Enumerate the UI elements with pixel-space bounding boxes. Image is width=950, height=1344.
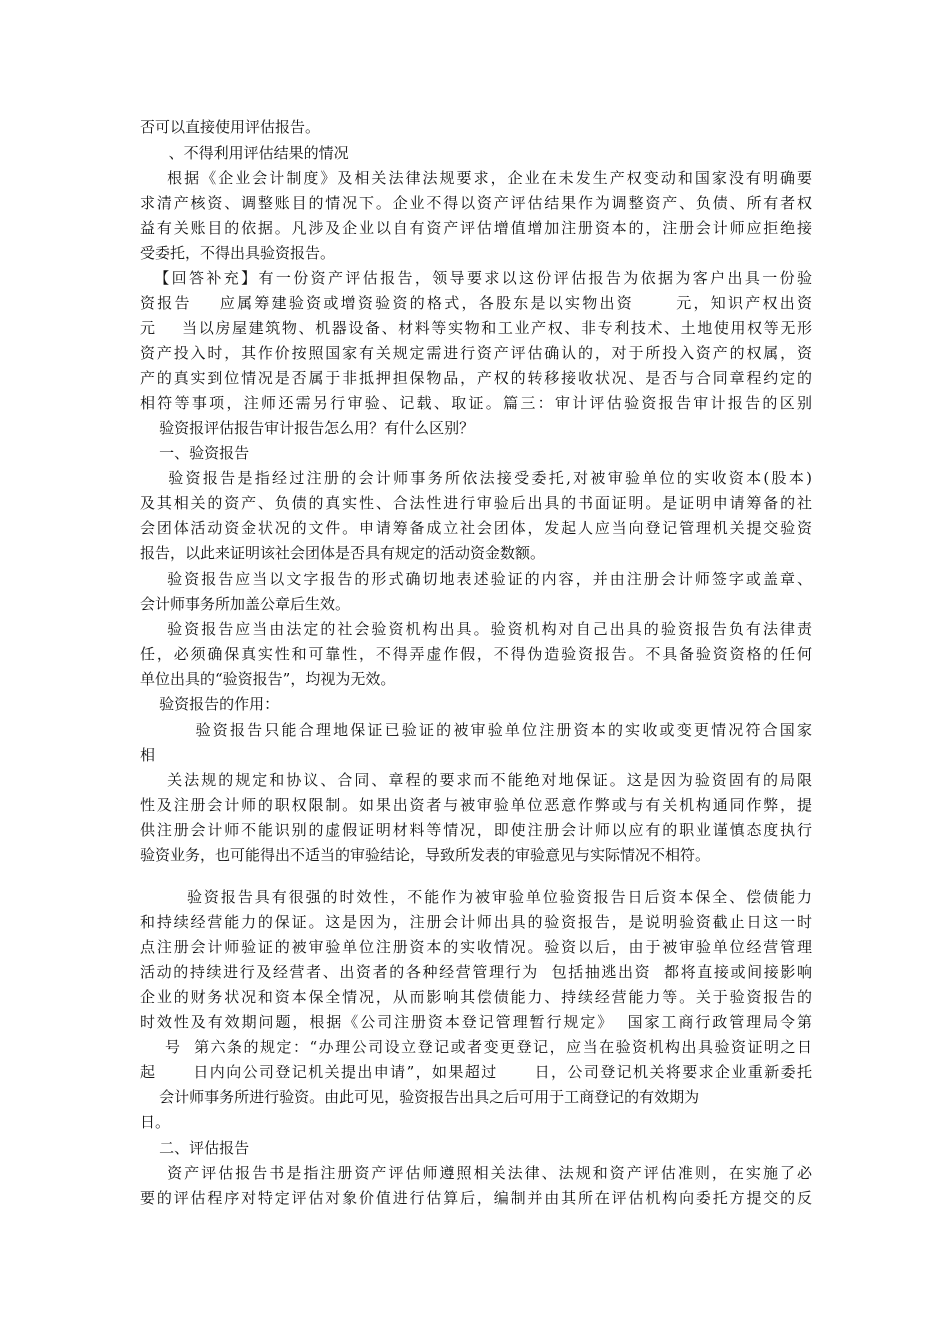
text-line: 验资报告的作用： bbox=[140, 695, 280, 713]
text-line: 会计师事务所进行验资。由此可见，验资报告出具之后可用于工商登记的有效期为 bbox=[140, 1088, 700, 1106]
text-line: 根据《企业会计制度》及相关法律法规要求，企业在未发生产权变动和国家没有明确要 bbox=[140, 169, 812, 187]
text-line: 任，必须确保真实性和可靠性，不得弄虚作假，不得伪造验资报告。不具备验资资格的任何 bbox=[140, 645, 812, 663]
text-line: 时效性及有效期问题，根据《公司注册资本登记管理暂行规定》 国家工商行政管理局令第 bbox=[140, 1013, 812, 1031]
text-line: 验资业务，也可能得出不适当的审验结论，导致所发表的审验意见与实际情况不相符。 bbox=[140, 846, 711, 864]
text-line: 否可以直接使用评估报告。 bbox=[140, 118, 321, 136]
text-line: 要的评估程序对特定评估对象价值进行估算后，编制并由其所在评估机构向委托方提交的反 bbox=[140, 1189, 812, 1207]
text-line: 受委托，不得出具验资报告。 bbox=[140, 244, 336, 262]
text-line: 求清产核资、调整账目的情况下。企业不得以资产评估结果作为调整资产、负债、所有者权 bbox=[140, 194, 812, 212]
text-line: 验资报告是指经过注册的会计师事务所依法接受委托,对被审验单位的实收资本(股本) bbox=[140, 469, 812, 487]
text-line: 相符等事项，注师还需另行审验、记载、取证。篇三：审计评估验资报告审计报告的区别 bbox=[140, 394, 812, 412]
text-line: 单位出具的“验资报告”，均视为无效。 bbox=[140, 670, 396, 688]
text-line: 验资报告应当由法定的社会验资机构出具。验资机构对自己出具的验资报告负有法律责 bbox=[140, 620, 812, 638]
text-line: 验资报告应当以文字报告的形式确切地表述验证的内容，并由注册会计师签字或盖章、 bbox=[140, 570, 812, 588]
text-line: 性及注册会计师的职权限制。如果出资者与被审验单位恶意作弊或与有关机构通同作弊，提 bbox=[140, 796, 812, 814]
text-line: 起 日内向公司登记机关提出申请”，如果超过 日，公司登记机关将要求企业重新委托 bbox=[140, 1063, 812, 1081]
section-heading: 一、验资报告 bbox=[140, 444, 250, 462]
text-line: 点注册会计师验证的被审验单位注册资本的实收情况。验资以后，由于被审验单位经营管理 bbox=[140, 938, 812, 956]
text-line: 益有关账目的依据。凡涉及企业以自有资产评估增值增加注册资本的，注册会计师应拒绝接 bbox=[140, 219, 812, 237]
text-line: 日。 bbox=[140, 1113, 171, 1131]
text-line: 相 bbox=[140, 746, 156, 764]
text-line: 验资报告只能合理地保证已验证的被审验单位注册资本的实收或变更情况符合国家 bbox=[140, 721, 812, 739]
text-line: 验资报告具有很强的时效性，不能作为被审验单位验资报告日后资本保全、偿债能力 bbox=[140, 888, 812, 906]
text-line: 报告，以此来证明该社会团体是否具有规定的活动资金数额。 bbox=[140, 544, 546, 562]
text-line: 资报告 应属筹建验资或增资验资的格式，各股东是以实物出资 元，知识产权出资 bbox=[140, 294, 812, 312]
text-line: 会团体活动资金状况的文件。申请筹备成立社会团体，发起人应当向登记管理机关提交验资 bbox=[140, 519, 812, 537]
text-line: 活动的持续进行及经营者、出资者的各种经营管理行为 包括抽逃出资 都将直接或间接影响 bbox=[140, 963, 812, 981]
text-line: 验资报评估报告审计报告怎么用？有什么区别？ bbox=[140, 419, 475, 437]
text-line: 资产投入时，其作价按照国家有关规定需进行资产评估确认的，对于所投入资产的权属，资 bbox=[140, 344, 812, 362]
text-line: 会计师事务所加盖公章后生效。 bbox=[140, 595, 351, 613]
text-line: 产的真实到位情况是否属于非抵押担保物品，产权的转移接收状况、是否与合同章程约定的 bbox=[140, 369, 812, 387]
section-heading: 二、评估报告 bbox=[140, 1139, 250, 1157]
text-line: 资产评估报告书是指注册资产评估师遵照相关法律、法规和资产评估准则，在实施了必 bbox=[140, 1164, 812, 1182]
text-line: 元 当以房屋建筑物、机器设备、材料等实物和工业产权、非专利技术、土地使用权等无形 bbox=[140, 319, 812, 337]
text-line: 关法规的规定和协议、合同、章程的要求而不能绝对地保证。这是因为验资固有的局限 bbox=[140, 771, 812, 789]
text-line: 企业的财务状况和资本保全情况，从而影响其偿债能力、持续经营能力等。关于验资报告的 bbox=[140, 988, 812, 1006]
text-line: 号 第六条的规定：“办理公司设立登记或者变更登记，应当在验资机构出具验资证明之日 bbox=[140, 1038, 812, 1056]
text-line: 和持续经营能力的保证。这是因为，注册会计师出具的验资报告，是说明验资截止日这一时 bbox=[140, 913, 812, 931]
text-line: 及其相关的资产、负债的真实性、合法性进行审验后出具的书面证明。是证明申请筹备的社 bbox=[140, 494, 812, 512]
text-line: 、不得利用评估结果的情况 bbox=[140, 144, 349, 162]
text-line: 供注册会计师不能识别的虚假证明材料等情况，即使注册会计师以应有的职业谨慎态度执行 bbox=[140, 821, 812, 839]
text-line: 【回答补充】有一份资产评估报告，领导要求以这份评估报告为依据为客户出具一份验 bbox=[140, 269, 812, 287]
